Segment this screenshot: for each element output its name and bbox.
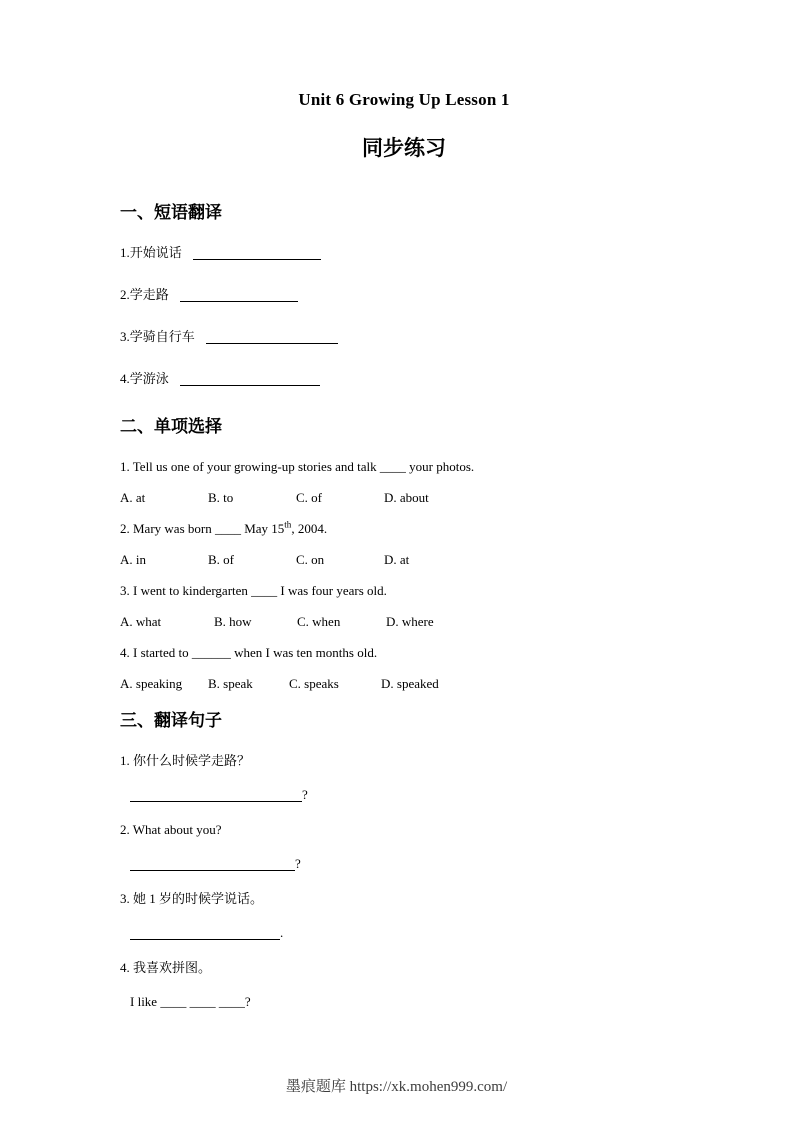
- section2-heading: 二、单项选择: [120, 417, 222, 436]
- answer-blank: [193, 245, 321, 260]
- translation-prompt: 2. What about you?: [120, 822, 222, 837]
- phrase-item: [120, 286, 688, 303]
- answer-suffix: ?: [302, 787, 308, 802]
- translation-answer: [130, 855, 688, 873]
- options-row: [120, 489, 688, 507]
- answer-suffix: .: [280, 925, 284, 940]
- answer-blank: [180, 371, 320, 386]
- phrase-label: 4.学游泳: [120, 371, 169, 386]
- page-title: Unit 6 Growing Up Lesson 1: [298, 90, 510, 109]
- options-row: [120, 613, 688, 631]
- option-c: C. when: [297, 614, 341, 629]
- answer-suffix: ?: [295, 856, 301, 871]
- option-a: A. speaking: [120, 676, 183, 691]
- options-row: [120, 675, 688, 693]
- option-d: D. at: [384, 552, 410, 567]
- option-a: A. at: [120, 490, 146, 505]
- option-c: C. on: [296, 552, 325, 567]
- options-row: [120, 551, 688, 569]
- option-d: D. speaked: [381, 676, 439, 691]
- translation-prompt: 4. 我喜欢拼图。: [120, 960, 212, 975]
- option-a: A. in: [120, 552, 146, 567]
- translation-answer: [130, 786, 688, 804]
- translation-prompt: 1. 你什么时候学走路？: [120, 753, 251, 768]
- question-text: [120, 520, 688, 538]
- option-b: B. how: [214, 614, 252, 629]
- question-text: 4. I started to ______ when I was ten months old.: [120, 645, 378, 660]
- answer-blank: [130, 856, 295, 871]
- option-b: B. to: [208, 490, 234, 505]
- phrase-item: [120, 328, 688, 345]
- question-text-part: , 2004.: [291, 521, 328, 536]
- option-b: B. of: [208, 552, 234, 567]
- option-a: A. what: [120, 614, 162, 629]
- option-d: D. about: [384, 490, 429, 505]
- answer-blank: [206, 329, 338, 344]
- answer-blank: [130, 787, 302, 802]
- question-text: 3. I went to kindergarten ____ I was four years old.: [120, 583, 387, 598]
- section1-heading: 一、短语翻译: [120, 203, 222, 222]
- section3-heading: 三、翻译句子: [120, 711, 222, 730]
- translation-prompt: 3. 她 1 岁的时候学说话。: [120, 891, 264, 906]
- question-text: 1. Tell us one of your growing-up stories and talk ____ your photos.: [120, 459, 475, 474]
- option-c: C. speaks: [289, 676, 339, 691]
- translation-answer: [130, 924, 688, 942]
- ordinal-superscript: th: [284, 519, 292, 530]
- option-c: C. of: [296, 490, 322, 505]
- page-subtitle: 同步练习: [362, 136, 446, 160]
- phrase-item: [120, 370, 688, 387]
- phrase-label: 2.学走路: [120, 287, 169, 302]
- phrase-item: [120, 244, 688, 261]
- option-d: D. where: [386, 614, 434, 629]
- phrase-label: 3.学骑自行车: [120, 329, 195, 344]
- answer-blank: [130, 925, 280, 940]
- watermark-footer: 墨痕题库 https://xk.mohen999.com/: [285, 1079, 508, 1095]
- question-text-part: 2. Mary was born ____ May 15: [120, 521, 285, 536]
- translation-answer: I like ____ ____ ____?: [130, 994, 251, 1009]
- option-b: B. speak: [208, 676, 253, 691]
- phrase-label: 1.开始说话: [120, 245, 182, 260]
- answer-blank: [180, 287, 298, 302]
